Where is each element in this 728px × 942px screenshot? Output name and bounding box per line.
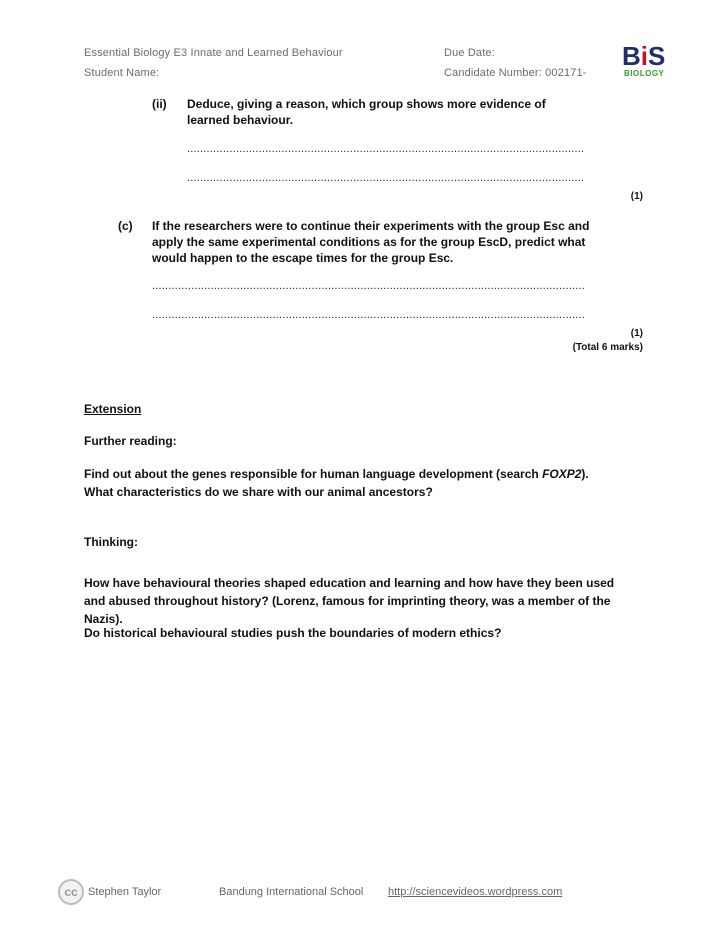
logo-letter-i: i [640,41,649,71]
footer-url-link[interactable]: http://sciencevideos.wordpress.com [388,886,563,898]
question-ii-answer-line-1[interactable]: .......................................................................................................................... [187,143,585,155]
logo-letter-b: B [622,41,641,71]
thinking-label: Thinking: [84,535,138,549]
further-reading-label: Further reading: [84,434,177,448]
question-c-mark: (1) [630,328,643,339]
question-c-text: If the researchers were to continue their experiments with the group Esc and apply the same experimental conditions as for the group EscD, predict what would happen to the escape times for the group Esc. [152,219,590,265]
total-marks: (Total 6 marks) [572,342,643,353]
question-ii-number: (ii) [152,97,167,111]
course-title: Essential Biology E3 Innate and Learned Behaviour [84,47,343,59]
student-name-label: Student Name: [84,67,160,79]
logo-subtitle: BIOLOGY [624,69,665,78]
thinking-question-1: How have behavioural theories shaped education and learning and how have they been used and abused throughout history? (Lorenz, famous for imprinting theory, was a member of the Nazis). [84,576,615,626]
due-date-label: Due Date: [444,47,495,59]
logo-letter-s: S [648,41,666,71]
question-c-number: (c) [118,219,133,233]
footer-author: Stephen Taylor [88,886,162,898]
further-reading-pre: Find out about the genes responsible for human language development (search [84,467,543,481]
further-reading-text [84,465,604,501]
footer-school: Bandung International School [219,886,364,898]
extension-heading: Extension [84,402,142,416]
question-ii-text: Deduce, giving a reason, which group shows more evidence of learned behaviour. [187,97,546,127]
question-c-answer-line-1[interactable]: ..................................................................................................................................... [152,280,586,292]
bis-biology-logo [622,42,686,82]
candidate-number: Candidate Number: 002171- [444,67,587,79]
creative-commons-icon: cc [58,879,84,905]
further-reading-post: ). What characteristics do we share with our animal ancestors? [84,467,589,499]
question-c-answer-line-2[interactable]: ..................................................................................................................................... [152,309,586,321]
thinking-question-2: Do historical behavioural studies push the boundaries of modern ethics? [84,626,502,640]
question-ii-mark: (1) [630,191,643,202]
question-ii-answer-line-2[interactable]: .......................................................................................................................... [187,172,585,184]
further-reading-gene: FOXP2 [542,467,582,481]
